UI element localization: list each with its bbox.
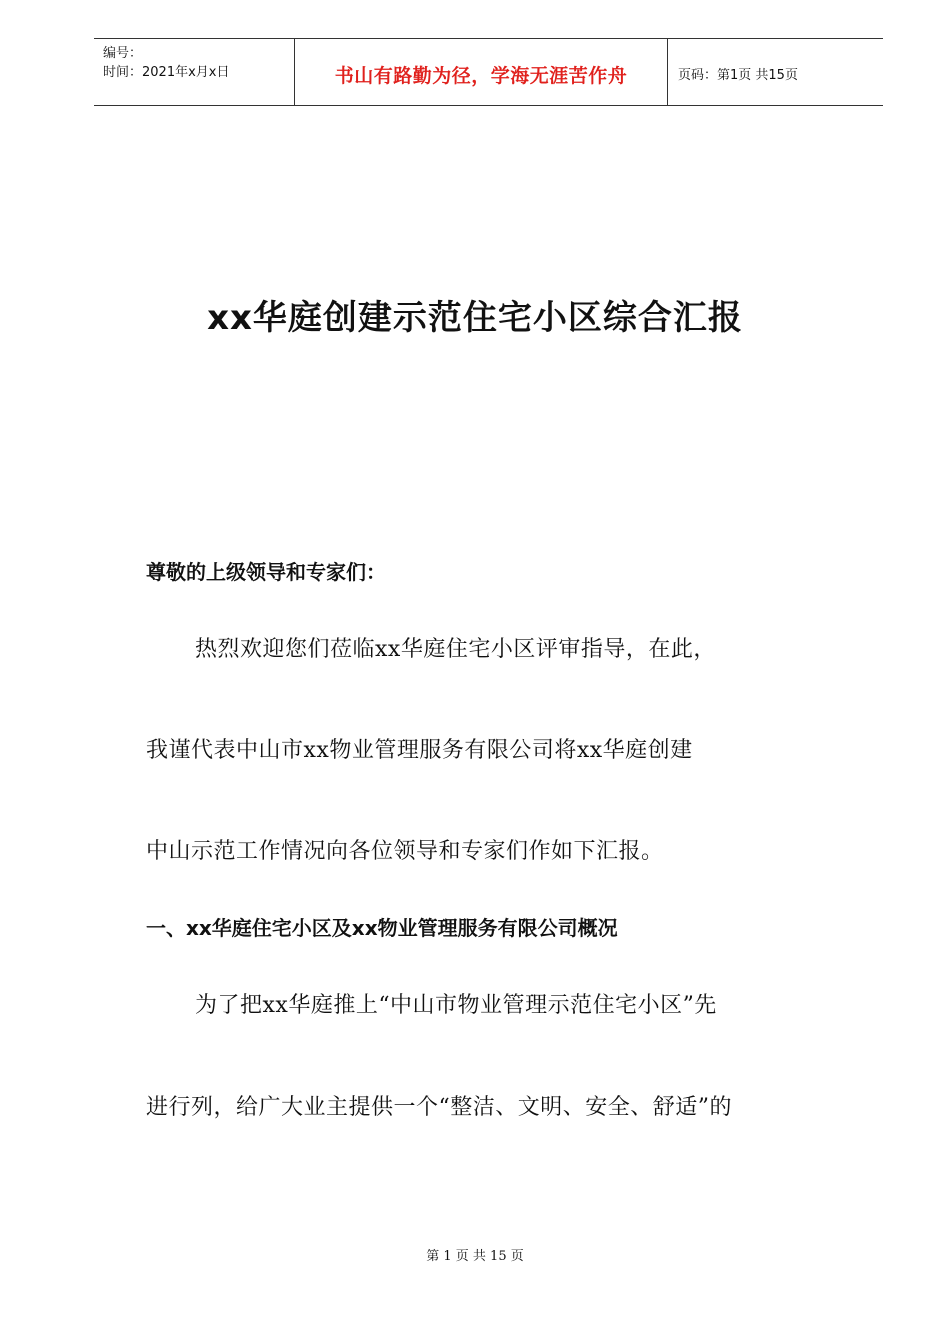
salutation: 尊敬的上级领导和专家们：	[146, 560, 386, 584]
header-motto: 书山有路勤为径，学海无涯苦作舟	[334, 65, 628, 87]
section-heading: 一、xx华庭住宅小区及xx物业管理服务有限公司概况	[146, 916, 618, 940]
paragraph-line: 热烈欢迎您们莅临xx华庭住宅小区评审指导，在此，	[195, 637, 716, 662]
header-meta-cell	[94, 39, 295, 105]
header-motto-cell	[295, 39, 668, 105]
paragraph-line: 进行列，给广大业主提供一个“整洁、文明、安全、舒适”的	[146, 1095, 732, 1120]
document-time-label: 时间：2021年x月x日	[103, 65, 230, 80]
paragraph-line: 我谨代表中山市xx物业管理服务有限公司将xx华庭创建	[146, 738, 693, 763]
header-page-cell	[668, 39, 883, 105]
header-page-info: 页码：第1页 共15页	[678, 68, 798, 83]
paragraph-line: 中山示范工作情况向各位领导和专家们作如下汇报。	[146, 839, 664, 864]
paragraph-line: 为了把xx华庭推上“中山市物业管理示范住宅小区”先	[195, 993, 717, 1018]
document-number-label: 编号：	[103, 46, 143, 61]
page-footer: 第 1 页 共 15 页	[426, 1249, 524, 1264]
document-title: xx华庭创建示范住宅小区综合汇报	[207, 298, 743, 338]
document-header	[94, 38, 883, 106]
